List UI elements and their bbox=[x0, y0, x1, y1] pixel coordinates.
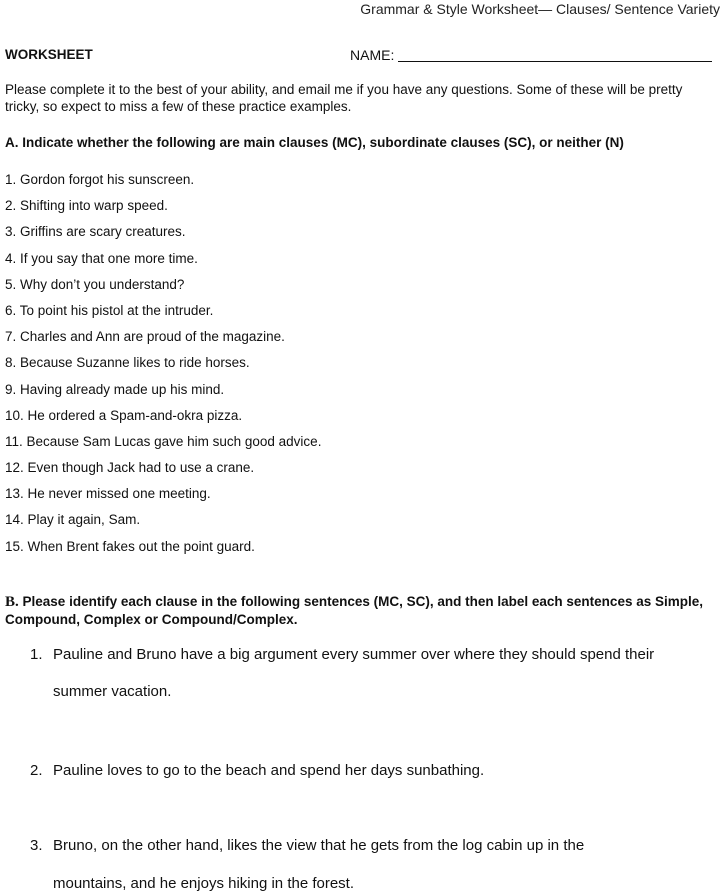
list-item: 4. If you say that one more time. bbox=[5, 250, 198, 266]
section-b-letter: B. bbox=[5, 594, 19, 610]
list-item: 10. He ordered a Spam-and-okra pizza. bbox=[5, 407, 243, 423]
list-item: 12. Even though Jack had to use a crane. bbox=[5, 460, 255, 476]
list-item: 6. To point his pistol at the intruder. bbox=[5, 302, 214, 318]
list-item: 3. Griffins are scary creatures. bbox=[5, 224, 186, 240]
list-item: 11. Because Sam Lucas gave him such good advice. bbox=[5, 433, 322, 449]
intro-paragraph: Please complete it to the best of your ability, and email me if you have any questions. Some of these will be pretty tricky, so expect to miss a few of these practice examples. bbox=[5, 82, 683, 114]
section-b-heading-text: Please identify each clause in the following sentences (MC, SC), and then label each sentences as Simple, Compound, Complex or Compound/Complex. bbox=[5, 594, 703, 627]
section-a-heading: A. Indicate whether the following are main clauses (MC), subordinate clauses (SC), or neither (N) bbox=[5, 135, 624, 150]
list-item: 15. When Brent fakes out the point guard. bbox=[5, 538, 255, 554]
question-number: 2. bbox=[30, 762, 43, 779]
question-number: 3. bbox=[30, 837, 43, 854]
list-item: 7. Charles and Ann are proud of the magazine. bbox=[5, 329, 285, 345]
question-text: summer vacation. bbox=[53, 683, 172, 700]
name-blank-line bbox=[398, 61, 712, 62]
name-label: NAME: bbox=[350, 47, 395, 63]
section-b-heading bbox=[5, 593, 720, 629]
question-text: Pauline and Bruno have a big argument every summer over where they should spend their bbox=[53, 646, 655, 663]
list-item: 1. Gordon forgot his sunscreen. bbox=[5, 172, 195, 187]
question-text: Pauline loves to go to the beach and spend her days sunbathing. bbox=[53, 762, 485, 779]
question-text: Bruno, on the other hand, likes the view that he gets from the log cabin up in the bbox=[53, 837, 585, 854]
list-item: 14. Play it again, Sam. bbox=[5, 512, 141, 528]
list-item: 8. Because Suzanne likes to ride horses. bbox=[5, 355, 250, 371]
worksheet-label: WORKSHEET bbox=[5, 47, 93, 62]
question-number: 1. bbox=[30, 646, 43, 663]
list-item: 5. Why don’t you understand? bbox=[5, 276, 185, 292]
question-text: mountains, and he enjoys hiking in the forest. bbox=[53, 875, 355, 892]
list-item: 2. Shifting into warp speed. bbox=[5, 198, 168, 214]
page-header: Grammar & Style Worksheet— Clauses/ Sentence Variety bbox=[360, 1, 720, 17]
list-item: 9. Having already made up his mind. bbox=[5, 381, 225, 397]
list-item: 13. He never missed one meeting. bbox=[5, 486, 211, 502]
section-a-list bbox=[5, 171, 321, 564]
